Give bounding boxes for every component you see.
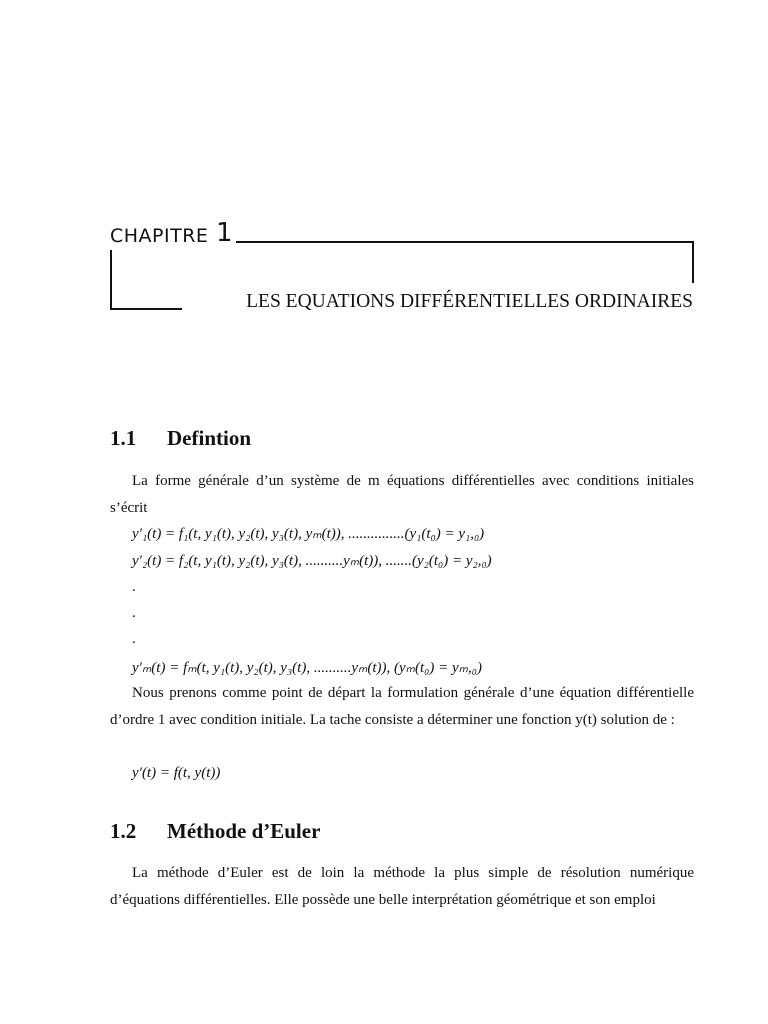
formulation-text: Nous prenons comme point de départ la formulation générale d’une équation différentielle d’ordre 1 avec condition initiale. La tache consiste a déterminer une fonction y(t) solution de : <box>110 685 694 728</box>
chapter-bottom-rule <box>110 308 182 310</box>
ellipsis-dot: . <box>132 631 136 647</box>
section-number: 1.2 <box>110 819 137 843</box>
paragraph-formulation <box>110 680 694 733</box>
section-heading-definition <box>110 425 251 451</box>
section-number: 1.1 <box>110 426 137 450</box>
section-heading-euler <box>110 818 320 844</box>
chapter-title: LES EQUATIONS DIFFÉRENTIELLES ORDINAIRES <box>246 291 693 312</box>
paragraph-euler <box>110 860 694 913</box>
euler-text: La méthode d’Euler est de loin la méthode la plus simple de résolution numérique d’équations différentielles. Elle possède une belle interprétation géométrique et son emploi <box>110 865 694 908</box>
chapter-left-bar <box>110 250 112 310</box>
equation-2: y′₂(t) = f₂(t, y₁(t), y₂(t), y₃(t), ..........yₘ(t)), .......(y₂(t₀) = y₂,₀) <box>132 553 492 569</box>
ellipsis-dot: . <box>132 579 136 595</box>
section-title: Defintion <box>167 426 251 450</box>
section-title: Méthode d’Euler <box>167 819 321 843</box>
chapter-number: 1 <box>216 218 233 248</box>
ellipsis-dot: . <box>132 605 136 621</box>
paragraph-intro <box>110 468 694 521</box>
equation-m: y′ₘ(t) = fₘ(t, y₁(t), y₂(t), y₃(t), ..........yₘ(t)), (yₘ(t₀) = yₘ,₀) <box>132 660 482 676</box>
chapter-label: CHAPITRE <box>110 225 209 247</box>
chapter-right-tick <box>692 241 694 283</box>
intro-text: La forme générale d’un système de m équations différentielles avec conditions initiales s’écrit <box>110 473 694 516</box>
equation-final: y′(t) = f(t, y(t)) <box>132 765 221 781</box>
equation-1: y′₁(t) = f₁(t, y₁(t), y₂(t), y₃(t), yₘ(t)), ...............(y₁(t₀) = y₁,₀) <box>132 526 485 542</box>
chapter-top-rule <box>236 241 694 243</box>
